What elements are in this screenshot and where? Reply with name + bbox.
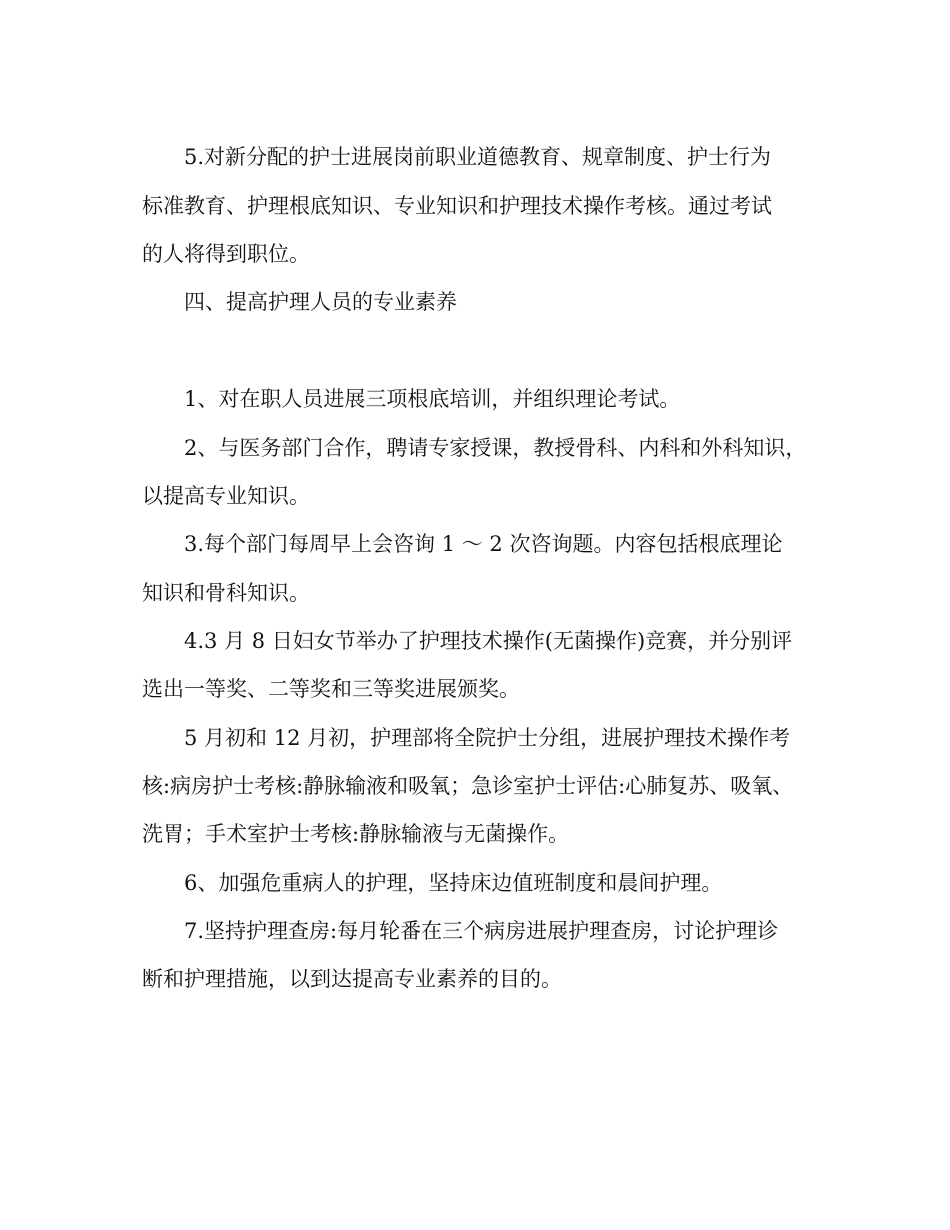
paragraph-line: 2、与医务部门合作，聘请专家授课，教授骨科、内科和外科知识，	[184, 436, 807, 460]
paragraph-line: 5.对新分配的护士进展岗前职业道德教育、规章制度、护士行为	[184, 145, 772, 169]
paragraph-line: 的人将得到职位。	[142, 242, 310, 266]
paragraph-line: 核:病房护士考核:静脉输液和吸氧；急诊室护士评估:心肺复苏、吸氧、	[142, 774, 794, 798]
paragraph-line: 洗胃；手术室护士考核:静脉输液与无菌操作。	[142, 822, 570, 846]
paragraph-line: 7.坚持护理查房:每月轮番在三个病房进展护理查房，讨论护理诊	[184, 919, 779, 943]
paragraph-line: 断和护理措施，以到达提高专业素养的目的。	[142, 967, 562, 991]
paragraph-line: 3.每个部门每周早上会咨询 1 ～ 2 次咨询题。内容包括根底理论	[184, 532, 783, 556]
paragraph-line: 标准教育、护理根底知识、专业知识和护理技术操作考核。通过考试	[142, 194, 772, 218]
paragraph-line: 1、对在职人员进展三项根底培训，并组织理论考试。	[184, 387, 681, 411]
paragraph-line: 4.3 月 8 日妇女节举办了护理技术操作(无菌操作)竞赛，并分别评	[184, 629, 793, 653]
section-heading: 四、提高护理人员的专业素养	[184, 290, 457, 314]
paragraph-line: 以提高专业知识。	[142, 484, 310, 508]
paragraph-line: 知识和骨科知识。	[142, 581, 310, 605]
paragraph-line: 选出一等奖、二等奖和三等奖进展颁奖。	[142, 677, 520, 701]
paragraph-line: 5 月初和 12 月初，护理部将全院护士分组，进展护理技术操作考	[184, 726, 791, 750]
paragraph-line: 6、加强危重病人的护理，坚持床边值班制度和晨间护理。	[184, 871, 723, 895]
